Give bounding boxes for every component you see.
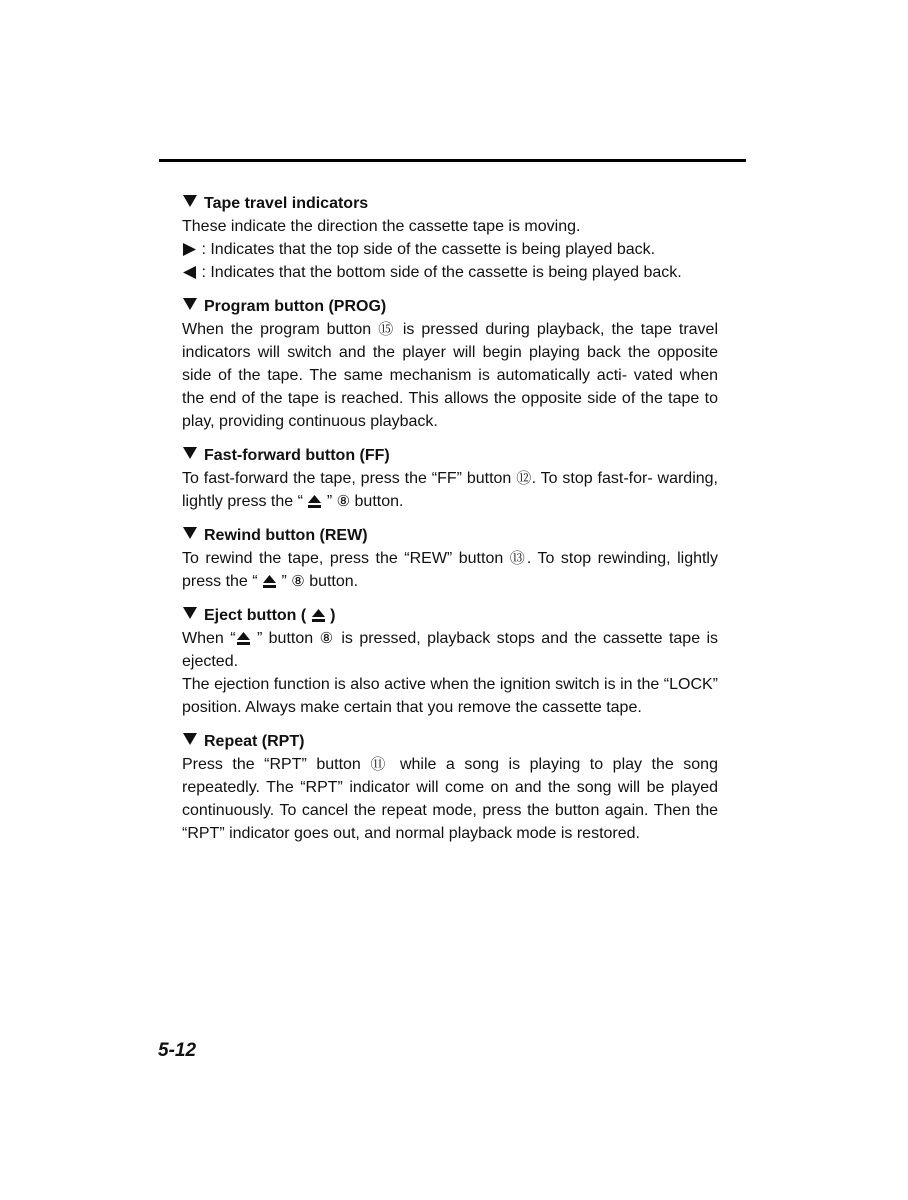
play-right-icon: [182, 243, 197, 256]
reference-number: ⑫: [516, 469, 532, 487]
eject-icon: [262, 575, 277, 588]
body-text: . To stop rewinding, lightly press the “: [182, 550, 718, 590]
triangle-down-icon: [182, 297, 198, 311]
triangle-down-icon: [182, 732, 198, 746]
eject-icon: [311, 609, 326, 622]
body-text: To rewind the tape, press the “REW” button: [182, 550, 504, 567]
body-text: When the program button: [182, 321, 372, 338]
body-text: The ejection function is also active when the ignition switch is in the “LOCK” position. Always make certain that you remove the cassette tape.: [182, 676, 718, 716]
reference-number: ⑪: [370, 755, 391, 773]
section-fast-forward-button: [182, 444, 718, 513]
section-program-button: [182, 295, 718, 433]
eject-icon: [236, 632, 251, 645]
section-heading: [182, 730, 718, 753]
reference-number: ⑧: [291, 572, 305, 590]
body-text: When “: [182, 630, 236, 647]
body-text: ”: [281, 573, 287, 590]
section-body: [182, 215, 718, 284]
section-eject-button: [182, 604, 718, 719]
body-text: button.: [309, 573, 359, 590]
top-rule: [159, 159, 746, 162]
body-text: button.: [354, 493, 404, 510]
section-heading: [182, 524, 718, 547]
section-body: [182, 467, 718, 513]
body-text: is pressed during playback, the tape travel indicators will switch and the player will begin playing back the opposite side of the tape. The same mechanism is automatically acti- vated when the end of the tape is reached. This allows the opposite side of the tape to play, providing continuous playback.: [182, 321, 718, 430]
body-text: These indicate the direction the cassette tape is moving.: [182, 218, 581, 235]
page-number: 5-12: [158, 1040, 197, 1061]
reference-number: ⑧: [336, 492, 351, 510]
heading-text: Fast-forward button (FF): [204, 447, 390, 464]
section-heading: [182, 295, 718, 318]
body-text: . To stop fast-for- warding, lightly press the “: [182, 470, 718, 510]
section-body: [182, 627, 718, 719]
reverse-indicator-text: : Indicates that the bottom side of the cassette is being played back.: [201, 264, 682, 281]
manual-content: [182, 192, 718, 856]
heading-text: Rewind button (REW): [204, 527, 368, 544]
heading-text: ): [330, 607, 336, 624]
triangle-down-icon: [182, 194, 198, 208]
body-text: is pressed, playback stops and the cassette tape is ejected.: [182, 630, 719, 670]
body-text: Press the “RPT” button: [182, 756, 361, 773]
triangle-down-icon: [182, 526, 198, 540]
reference-number: ⑬: [509, 549, 527, 567]
section-rewind-button: [182, 524, 718, 593]
heading-text: Repeat (RPT): [204, 733, 305, 750]
triangle-down-icon: [182, 606, 198, 620]
heading-text: Eject button (: [204, 607, 307, 624]
section-heading: [182, 192, 718, 215]
reference-number: ⑧: [319, 629, 335, 647]
section-body: [182, 547, 718, 593]
reference-number: ⑮: [378, 320, 396, 338]
section-body: [182, 318, 718, 433]
section-repeat: [182, 730, 718, 845]
forward-indicator-text: : Indicates that the top side of the cassette is being played back.: [201, 241, 656, 258]
section-body: [182, 753, 718, 845]
section-heading: [182, 604, 718, 627]
body-text: ” button: [256, 630, 314, 647]
heading-text: Tape travel indicators: [204, 195, 369, 212]
heading-text: Program button (PROG): [204, 298, 387, 315]
body-text: ”: [326, 493, 333, 510]
body-text: To fast-forward the tape, press the “FF” button: [182, 470, 512, 487]
triangle-down-icon: [182, 446, 198, 460]
eject-icon: [307, 495, 322, 508]
section-tape-travel-indicators: [182, 192, 718, 284]
body-text: while a song is playing to play the song repeatedly. The “RPT” indicator will come on and the song will be played continuously. To cancel the repeat mode, press the button again. Then the “RPT” indicator goes out, and normal playback mode is restored.: [182, 756, 718, 842]
play-left-icon: [182, 266, 197, 279]
section-heading: [182, 444, 718, 467]
